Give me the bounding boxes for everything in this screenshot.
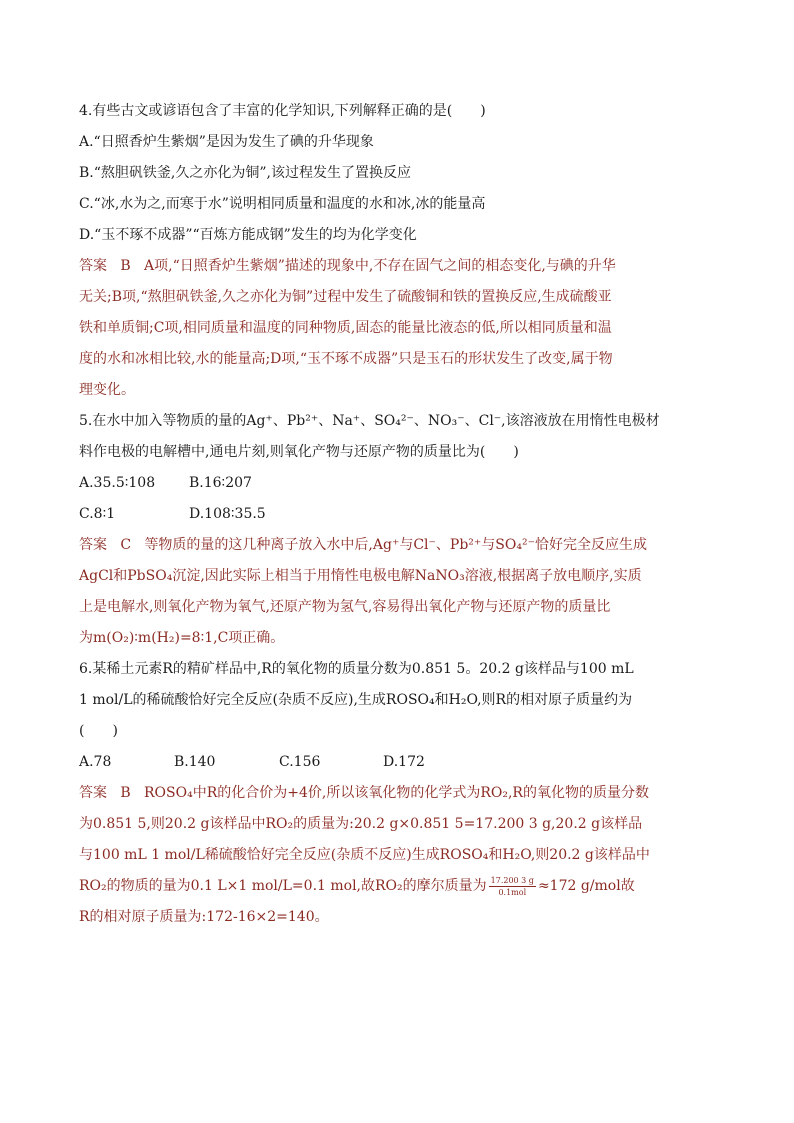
q4-explanation-4: 度的水和冰相比较,水的能量高;D项,“玉不琢不成器”只是玉石的形状发生了改变,属于物 bbox=[79, 351, 613, 367]
q4-explanation-3: 铁和单质铜;C项,相同质量和温度的同种物质,固态的能量比液态的低,所以相同质量和温 bbox=[79, 320, 612, 336]
q6-option-a: A.78 bbox=[79, 754, 112, 770]
answer-explanation: A项,“日照香炉生紫烟”描述的现象中,不存在固气之间的相态变化,与碘的升华 bbox=[144, 258, 616, 274]
q6-stem-3: ( ) bbox=[79, 723, 118, 739]
q6-answer-line-1 bbox=[79, 778, 719, 809]
q6-options-row bbox=[79, 747, 719, 778]
q4-explanation-5: 理变化。 bbox=[79, 382, 135, 398]
q5-options-row-2 bbox=[79, 499, 719, 530]
q6-stem-2: 1 mol/L的稀硫酸恰好完全反应(杂质不反应),生成ROSO₄和H₂O,则R的相对原子质量约为 bbox=[79, 692, 633, 708]
q6-explanation-4 bbox=[79, 871, 719, 902]
q4-option-d: D.“玉不琢不成器”“百炼方能成钢”发生的均为化学变化 bbox=[79, 227, 417, 243]
q5-explanation-4: 为m(O₂)∶m(H₂)=8∶1,C项正确。 bbox=[79, 630, 285, 646]
q6-stem-1: 6.某稀土元素R的精矿样品中,R的氧化物的质量分数为0.851 5。20.2 g该样品与100 mL bbox=[79, 661, 634, 677]
q5-stem-1: 5.在水中加入等物质的量的Ag⁺、Pb²⁺、Na⁺、SO₄²⁻、NO₃⁻、Cl⁻,该溶液放在用惰性电极材 bbox=[79, 413, 660, 429]
answer-letter: B bbox=[120, 785, 131, 801]
q5-answer-line-1 bbox=[79, 530, 719, 561]
q6-explanation-2: 为0.851 5,则20.2 g该样品中RO₂的质量为:20.2 g×0.851 5=17.200 3 g,20.2 g该样品 bbox=[79, 816, 643, 832]
answer-explanation: ROSO₄中R的化合价为+4价,所以该氧化物的化学式为RO₂,R的氧化物的质量分数 bbox=[144, 785, 649, 801]
document-page bbox=[79, 96, 719, 933]
q4-answer-line-1 bbox=[79, 251, 719, 282]
q5-option-c: C.8∶1 bbox=[79, 506, 116, 522]
q5-option-d: D.108∶35.5 bbox=[189, 506, 266, 522]
q6-explanation-5: R的相对原子质量为:172-16×2=140。 bbox=[79, 909, 329, 925]
explanation-text: RO₂的物质的量为0.1 L×1 mol/L=0.1 mol,故RO₂的摩尔质量为 bbox=[79, 878, 487, 894]
q6-option-b: B.140 bbox=[174, 754, 216, 770]
q5-explanation-3: 上是电解水,则氧化产物为氧气,还原产物为氢气,容易得出氧化产物与还原产物的质量比 bbox=[79, 599, 611, 615]
q5-explanation-2: AgCl和PbSO₄沉淀,因此实际上相当于用惰性电极电解NaNO₃溶液,根据离子放电顺序,实质 bbox=[79, 568, 642, 584]
q6-option-d: D.172 bbox=[383, 754, 425, 770]
answer-letter: B bbox=[120, 258, 131, 274]
q4-option-a: A.“日照香炉生紫烟”是因为发生了碘的升华现象 bbox=[79, 134, 374, 150]
q5-options-row-1 bbox=[79, 468, 719, 499]
explanation-after-fraction: ≈172 g/mol故 bbox=[537, 878, 635, 894]
answer-label: 答案 bbox=[79, 258, 107, 274]
answer-letter: C bbox=[120, 537, 132, 553]
fraction-denominator: 0.1mol bbox=[498, 887, 527, 897]
fraction-numerator: 17.200 3 g bbox=[490, 875, 534, 885]
q5-stem-2: 料作电极的电解槽中,通电片刻,则氧化产物与还原产物的质量比为( ) bbox=[79, 444, 519, 460]
answer-label: 答案 bbox=[79, 537, 107, 553]
answer-label: 答案 bbox=[79, 785, 107, 801]
q5-option-a: A.35.5∶108 bbox=[79, 475, 156, 491]
q4-explanation-2: 无关;B项,“熬胆矾铁釜,久之亦化为铜”过程中发生了硫酸铜和铁的置换反应,生成硫酸亚 bbox=[79, 289, 612, 305]
q4-stem: 4.有些古文或谚语包含了丰富的化学知识,下列解释正确的是( ) bbox=[79, 103, 486, 119]
answer-explanation: 等物质的量的这几种离子放入水中后,Ag⁺与Cl⁻、Pb²⁺与SO₄²⁻恰好完全反应生成 bbox=[144, 537, 647, 553]
molar-mass-fraction bbox=[489, 875, 536, 898]
q4-option-c: C.“冰,水为之,而寒于水”说明相同质量和温度的水和冰,冰的能量高 bbox=[79, 196, 486, 212]
q6-explanation-3: 与100 mL 1 mol/L稀硫酸恰好完全反应(杂质不反应)生成ROSO₄和H₂O,则20.2 g该样品中 bbox=[79, 847, 650, 863]
q6-option-c: C.156 bbox=[279, 754, 321, 770]
q4-option-b: B.“熬胆矾铁釜,久之亦化为铜”,该过程发生了置换反应 bbox=[79, 165, 411, 181]
q5-option-b: B.16∶207 bbox=[189, 475, 252, 491]
